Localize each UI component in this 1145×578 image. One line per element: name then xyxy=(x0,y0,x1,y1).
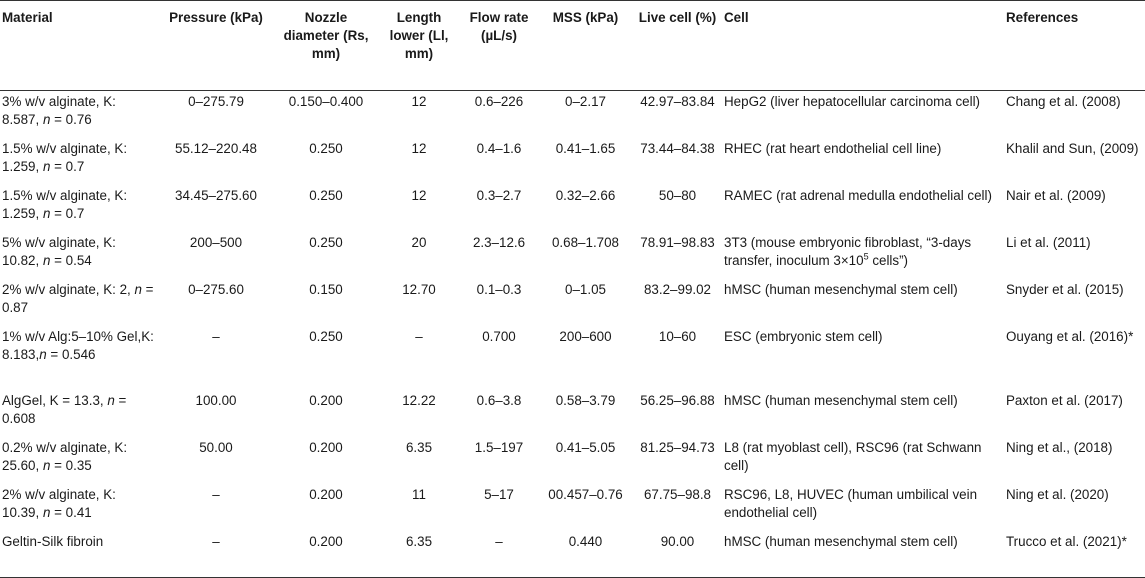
cell-length: 11 xyxy=(412,486,426,502)
cell-reference: Trucco et al. (2021)* xyxy=(1006,533,1127,549)
header-pressure: Pressure (kPa) xyxy=(158,1,274,91)
table-row xyxy=(0,531,1145,578)
cell-flow: 1.5–197 xyxy=(474,439,524,455)
cell-nozzle: 0.250 xyxy=(309,328,343,344)
cell-nozzle: 0.200 xyxy=(309,486,343,502)
cell-nozzle: 0.200 xyxy=(309,439,343,455)
cell-material xyxy=(0,279,158,326)
table-row xyxy=(0,279,1145,326)
cell-cell xyxy=(722,91,1004,138)
cell-text: hMSC (human mesenchymal stem cell) xyxy=(724,281,958,297)
header-cell: Cell xyxy=(722,1,1004,91)
cell-flow: 0.4–1.6 xyxy=(476,140,522,156)
cell-length: 20 xyxy=(411,234,427,250)
cell-mss: 200–600 xyxy=(559,328,612,344)
material-text-b: = 0.546 xyxy=(46,346,96,362)
material-text-b: = 0.41 xyxy=(50,504,92,520)
material-text-a: Geltin-Silk fibroin xyxy=(2,533,104,549)
material-text-b: = 0.54 xyxy=(50,252,92,268)
cell-material xyxy=(0,390,158,437)
material-n: n xyxy=(42,504,51,520)
cell-reference: Chang et al. (2008) xyxy=(1006,94,1121,109)
cell-live: 73.44–84.38 xyxy=(640,140,715,156)
cell-length: 12 xyxy=(411,140,427,156)
cell-mss: 0.58–3.79 xyxy=(555,392,616,408)
header-length: Length lower (Ll, mm) xyxy=(378,1,460,91)
cell-nozzle: 0.200 xyxy=(309,392,343,408)
cell-nozzle: 0.250 xyxy=(309,187,343,203)
table-row xyxy=(0,484,1145,531)
cell-mss: 0.41–5.05 xyxy=(555,439,616,455)
cell-pressure: – xyxy=(212,486,220,502)
cell-live: 81.25–94.73 xyxy=(640,439,715,455)
cell-length: 12 xyxy=(411,187,427,203)
cell-flow: 0.6–3.8 xyxy=(476,392,522,408)
cell-cell xyxy=(722,531,1004,578)
material-n: n xyxy=(42,457,51,473)
table-row xyxy=(0,232,1145,279)
cell-text: RHEC (rat heart endothelial cell line) xyxy=(724,140,942,156)
cell-flow: 0.1–0.3 xyxy=(476,281,522,297)
cell-nozzle: 0.150 xyxy=(309,281,343,297)
cell-length: 6.35 xyxy=(405,439,433,455)
cell-nozzle: 0.200 xyxy=(309,533,343,549)
cell-material xyxy=(0,437,158,484)
cell-live: 42.97–83.84 xyxy=(640,94,715,109)
cell-length: 6.35 xyxy=(405,533,433,549)
cell-mss: 0.32–2.66 xyxy=(555,187,616,203)
cell-cell xyxy=(722,390,1004,437)
cell-pressure: – xyxy=(212,328,220,344)
cell-mss: 0.68–1.708 xyxy=(551,234,620,250)
cell-material xyxy=(0,531,158,578)
cell-length: – xyxy=(415,328,423,344)
table-row xyxy=(0,390,1145,437)
cell-reference: Paxton et al. (2017) xyxy=(1006,392,1123,408)
cell-nozzle: 0.250 xyxy=(309,234,343,250)
cell-text: HepG2 (liver hepatocellular carcinoma cell) xyxy=(724,94,981,109)
material-text-b: = 0.7 xyxy=(50,205,85,221)
cell-live: 83.2–99.02 xyxy=(643,281,712,297)
cell-live: 90.00 xyxy=(660,533,695,549)
cell-cell xyxy=(722,279,1004,326)
header-flow: Flow rate (µL/s) xyxy=(460,1,538,91)
header-nozzle: Nozzle diameter (Rs, mm) xyxy=(274,1,378,91)
cell-mss: 00.457–0.76 xyxy=(548,486,623,502)
cell-live: 50–80 xyxy=(658,187,697,203)
cell-text-tail: cells”) xyxy=(868,252,909,268)
cell-material xyxy=(0,185,158,232)
cell-mss: 0.41–1.65 xyxy=(555,140,616,156)
table-row xyxy=(0,326,1145,390)
cell-flow: 0.3–2.7 xyxy=(476,187,522,203)
cell-pressure: 200–500 xyxy=(189,234,243,250)
cell-reference: Ouyang et al. (2016)* xyxy=(1006,328,1134,344)
cell-reference: Li et al. (2011) xyxy=(1006,234,1091,250)
header-references: References xyxy=(1004,1,1145,91)
material-n: n xyxy=(39,346,47,362)
cell-pressure: – xyxy=(212,533,220,549)
cell-cell xyxy=(722,185,1004,232)
cell-text: L8 (rat myoblast cell), RSC96 (rat Schwann cell) xyxy=(724,439,982,473)
cell-mss: 0–2.17 xyxy=(565,94,606,109)
cell-pressure: 0–275.79 xyxy=(188,94,244,109)
cell-reference: Nair et al. (2009) xyxy=(1006,187,1106,203)
cell-cell xyxy=(722,326,1004,390)
material-text-a: 3% w/v alginate, K: 8.587, xyxy=(2,94,116,127)
cell-reference: Snyder et al. (2015) xyxy=(1006,281,1124,297)
material-n: n xyxy=(134,281,142,297)
material-text-b: = 0.35 xyxy=(50,457,92,473)
cell-nozzle: 0.250 xyxy=(309,140,343,156)
material-text-a: 2% w/v alginate, K: 2, xyxy=(2,281,135,297)
table-row xyxy=(0,437,1145,484)
cell-length: 12.70 xyxy=(402,281,436,297)
cell-material xyxy=(0,484,158,531)
table-row xyxy=(0,185,1145,232)
cell-text: hMSC (human mesenchymal stem cell) xyxy=(724,533,958,549)
material-text-b: = 0.608 xyxy=(2,392,127,426)
cell-cell xyxy=(722,484,1004,531)
cell-material xyxy=(0,138,158,185)
cell-pressure: 100.00 xyxy=(195,392,237,408)
material-n: n xyxy=(42,252,51,268)
cell-material xyxy=(0,232,158,279)
cell-text: ESC (embryonic stem cell) xyxy=(724,328,883,344)
header-live: Live cell (%) xyxy=(633,1,722,91)
cell-length: 12 xyxy=(411,94,427,109)
cell-flow: 5–17 xyxy=(484,486,514,502)
material-text-a: AlgGel, K = 13.3, xyxy=(2,392,108,408)
cell-pressure: 0–275.60 xyxy=(188,281,244,297)
header-material: Material xyxy=(0,1,158,91)
cell-live: 78.91–98.83 xyxy=(640,234,715,250)
cell-flow: 0.700 xyxy=(482,328,516,344)
cell-superscript: 5 xyxy=(863,251,869,262)
material-text-b: = 0.87 xyxy=(2,281,154,315)
cell-flow: – xyxy=(495,533,503,549)
material-n: n xyxy=(42,112,51,127)
cell-cell xyxy=(722,437,1004,484)
material-text-a: 0.2% w/v alginate, K: 25.60, xyxy=(2,439,128,473)
cell-pressure: 55.12–220.48 xyxy=(175,140,257,156)
cell-flow: 2.3–12.6 xyxy=(472,234,526,250)
cell-nozzle: 0.150–0.400 xyxy=(288,94,364,109)
material-text-b: = 0.76 xyxy=(50,112,92,127)
cell-live: 10–60 xyxy=(658,328,697,344)
cell-material xyxy=(0,326,158,390)
material-text-a: 1% w/v Alg:5–10% Gel,K: 8.183, xyxy=(2,328,154,362)
cell-mss: 0.440 xyxy=(568,533,603,549)
material-n: n xyxy=(107,392,115,408)
cell-text: hMSC (human mesenchymal stem cell) xyxy=(724,392,958,408)
cell-text: 3T3 (mouse embryonic fibroblast, “3-days transfer, inoculum 3×10 xyxy=(724,234,972,268)
header-mss: MSS (kPa) xyxy=(538,1,633,91)
cell-reference: Ning et al. (2020) xyxy=(1006,486,1109,502)
cell-material xyxy=(0,91,158,138)
cell-mss: 0–1.05 xyxy=(565,281,606,297)
material-text-a: 5% w/v alginate, K: 10.82, xyxy=(2,234,116,268)
cell-text: RAMEC (rat adrenal medulla endothelial cell) xyxy=(724,187,992,203)
material-text-a: 2% w/v alginate, K: 10.39, xyxy=(2,486,116,520)
cell-cell xyxy=(722,232,1004,279)
cell-pressure: 50.00 xyxy=(199,439,233,455)
material-n: n xyxy=(42,205,51,221)
cell-text: RSC96, L8, HUVEC (human umbilical vein endothelial cell) xyxy=(724,486,978,520)
material-text-a: 1.5% w/v alginate, K: 1.259, xyxy=(2,187,128,221)
table-row xyxy=(0,91,1145,138)
header-row xyxy=(0,1,1145,91)
table-row xyxy=(0,138,1145,185)
cell-live: 67.75–98.8 xyxy=(643,486,712,502)
cell-reference: Khalil and Sun, (2009) xyxy=(1006,140,1139,156)
cell-live: 56.25–96.88 xyxy=(640,392,715,408)
cell-length: 12.22 xyxy=(402,392,436,408)
material-n: n xyxy=(42,158,51,174)
cell-pressure: 34.45–275.60 xyxy=(175,187,257,203)
cell-flow: 0.6–226 xyxy=(474,94,524,109)
material-text-b: = 0.7 xyxy=(50,158,85,174)
cell-reference: Ning et al., (2018) xyxy=(1006,439,1113,455)
material-text-a: 1.5% w/v alginate, K: 1.259, xyxy=(2,140,128,174)
cell-cell xyxy=(722,138,1004,185)
